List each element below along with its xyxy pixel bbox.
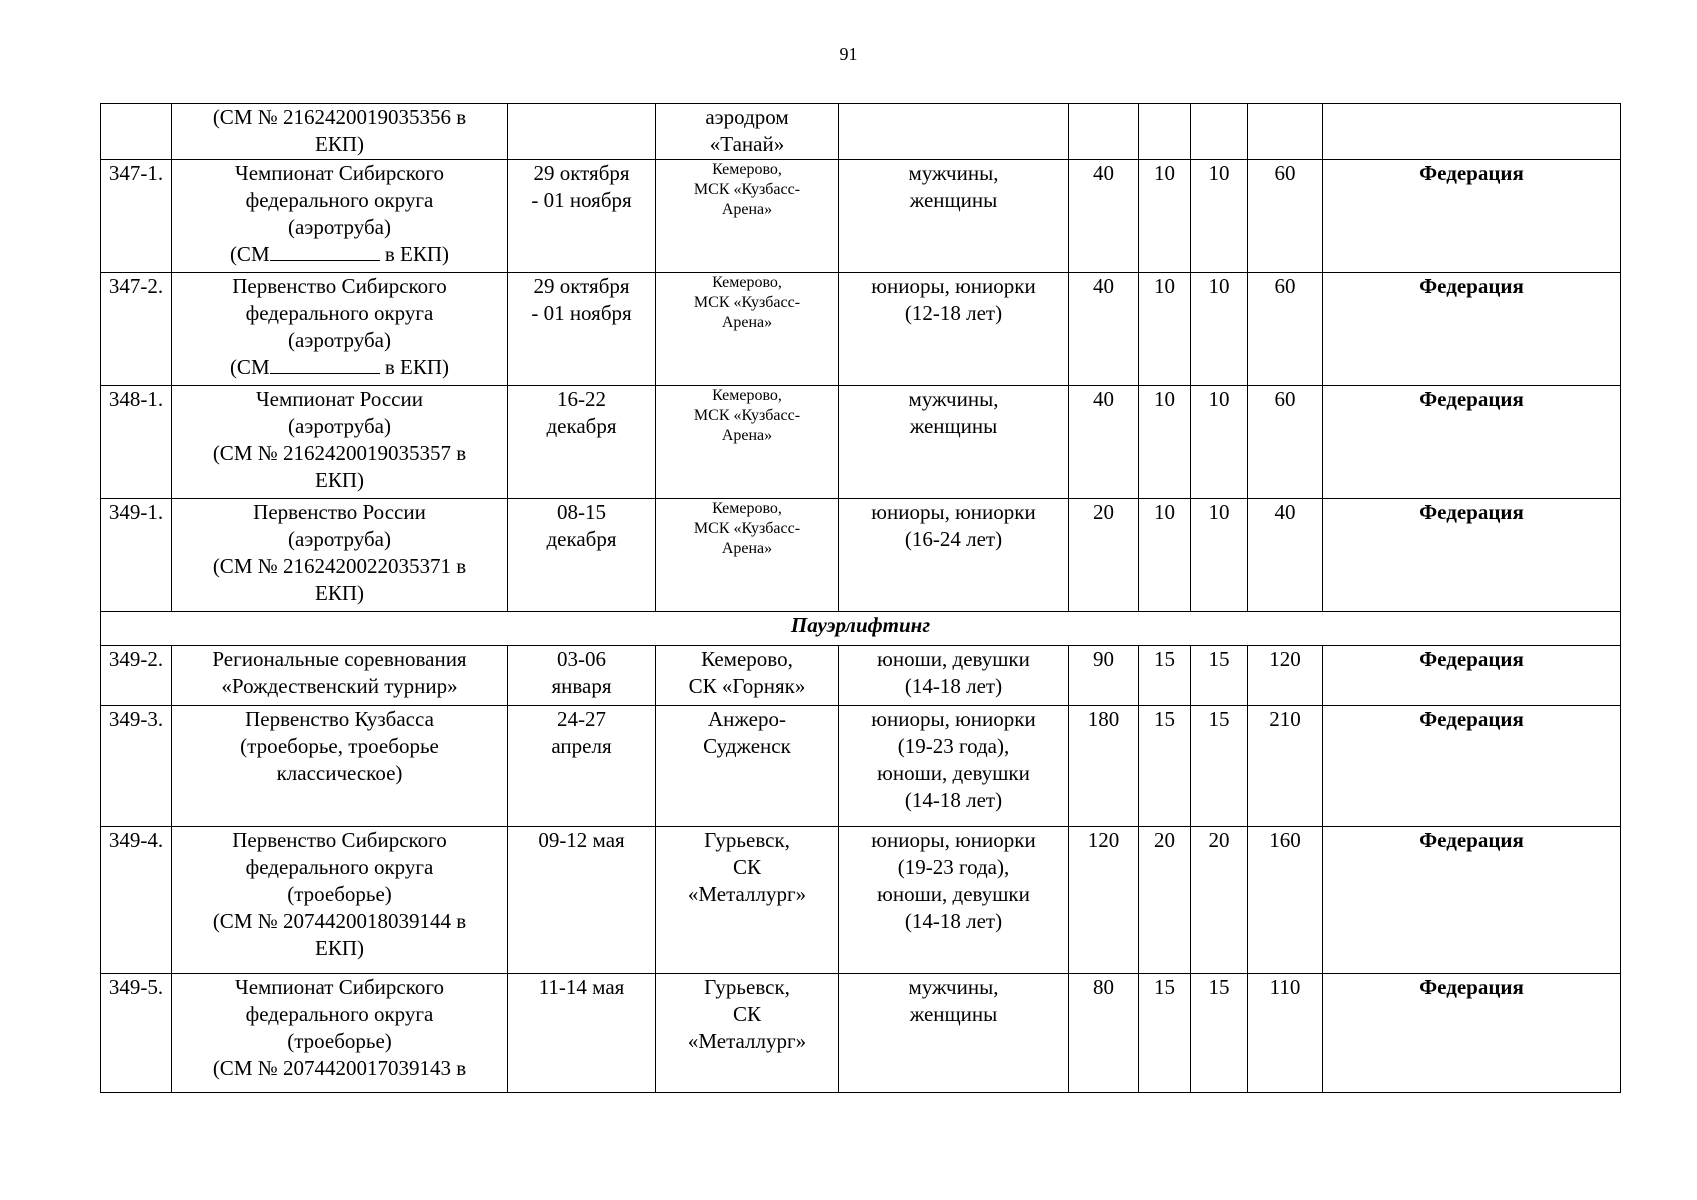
count-col-total: 110 [1248, 974, 1323, 1093]
organizer: Федерация [1323, 386, 1621, 499]
event-name-line: ЕКП) [315, 581, 364, 605]
event-venue-line: Арена» [721, 201, 773, 218]
count-col-1: 40 [1069, 273, 1139, 386]
event-venue-line: «Металлург» [687, 882, 807, 906]
table-row [101, 706, 1621, 827]
event-participants [839, 499, 1069, 612]
table-row [101, 646, 1621, 706]
table-row [101, 160, 1621, 273]
table-row [101, 273, 1621, 386]
event-participants [839, 706, 1069, 827]
event-venue [656, 646, 839, 706]
count-col-3: 10 [1191, 386, 1248, 499]
event-dates [508, 974, 656, 1093]
event-name [172, 104, 508, 160]
event-name-line: (СМ № 2074420017039143 в [212, 1056, 467, 1080]
event-name-line: Первенство Сибирского [232, 274, 447, 298]
organizer: Федерация [1323, 273, 1621, 386]
organizer: Федерация [1323, 974, 1621, 1093]
count-col-total: 40 [1248, 499, 1323, 612]
event-number: 347-1. [101, 160, 172, 273]
event-participants [839, 104, 1069, 160]
count-col-3: 15 [1191, 646, 1248, 706]
event-venue [656, 974, 839, 1093]
event-venue-line: Кемерово, [712, 161, 782, 178]
event-dates [508, 386, 656, 499]
event-participants-line: женщины [909, 188, 998, 212]
events-group-a [101, 104, 1621, 612]
event-name-line: «Рождественский турнир» [221, 674, 458, 698]
event-participants [839, 827, 1069, 974]
count-col-3: 10 [1191, 160, 1248, 273]
event-participants-line: юниоры, юниорки [871, 707, 1036, 731]
event-name-line: Первенство России [253, 500, 426, 524]
events-group-b [101, 646, 1621, 1093]
section-title: Пауэрлифтинг [101, 612, 1621, 646]
count-col-2: 15 [1139, 974, 1191, 1093]
event-participants-line: юноши, девушки [877, 647, 1030, 671]
cm-suffix: в ЕКП) [384, 355, 450, 379]
count-col-1 [1069, 104, 1139, 160]
section-row [101, 612, 1621, 646]
event-name-line: ЕКП) [315, 468, 364, 492]
count-col-2: 15 [1139, 706, 1191, 827]
organizer: Федерация [1323, 160, 1621, 273]
event-name-line: (СМ № 2074420018039144 в [212, 909, 467, 933]
event-venue [656, 160, 839, 273]
cm-prefix: (СМ [229, 355, 270, 379]
count-col-2 [1139, 104, 1191, 160]
count-col-2: 10 [1139, 499, 1191, 612]
event-name-blank-line [175, 241, 504, 268]
event-participants-line: юниоры, юниорки [871, 828, 1036, 852]
count-col-2: 10 [1139, 160, 1191, 273]
count-col-total: 120 [1248, 646, 1323, 706]
table-row [101, 827, 1621, 974]
event-participants-line: (14-18 лет) [904, 788, 1003, 812]
event-name [172, 499, 508, 612]
event-name-line: (аэротруба) [288, 414, 391, 438]
count-col-2: 10 [1139, 386, 1191, 499]
event-name [172, 974, 508, 1093]
event-number: 349-2. [101, 646, 172, 706]
count-col-3 [1191, 104, 1248, 160]
event-name-line: (СМ № 2162420019035356 в [212, 105, 467, 129]
event-number: 349-5. [101, 974, 172, 1093]
event-venue-line: «Металлург» [687, 1029, 807, 1053]
event-dates-line: января [551, 674, 612, 698]
event-dates [508, 104, 656, 160]
event-participants-line: мужчины, [908, 387, 999, 411]
event-venue-line: «Танай» [709, 132, 785, 156]
event-venue [656, 386, 839, 499]
count-col-2: 15 [1139, 646, 1191, 706]
event-dates-line: 08-15 [557, 500, 606, 524]
event-participants-line: (19-23 года), [897, 855, 1010, 879]
events-table [100, 103, 1621, 1093]
event-name [172, 273, 508, 386]
event-name [172, 827, 508, 974]
count-col-1: 180 [1069, 706, 1139, 827]
event-participants-line: юниоры, юниорки [871, 500, 1036, 524]
event-venue-line: СК «Горняк» [688, 674, 806, 698]
event-venue-line: Арена» [721, 427, 773, 444]
event-name-line: (аэротруба) [288, 215, 391, 239]
event-name [172, 646, 508, 706]
event-dates-line: 03-06 [557, 647, 606, 671]
event-participants [839, 160, 1069, 273]
event-name-line: ЕКП) [315, 936, 364, 960]
count-col-1: 20 [1069, 499, 1139, 612]
event-name-line: ЕКП) [315, 132, 364, 156]
count-col-3: 10 [1191, 273, 1248, 386]
event-dates [508, 160, 656, 273]
count-col-3: 20 [1191, 827, 1248, 974]
count-col-2: 10 [1139, 273, 1191, 386]
event-name-line: (СМ № 2162420019035357 в [212, 441, 467, 465]
event-venue-line: МСК «Кузбасс- [693, 520, 801, 537]
event-participants [839, 974, 1069, 1093]
event-number: 349-1. [101, 499, 172, 612]
event-venue [656, 499, 839, 612]
table-row [101, 499, 1621, 612]
count-col-3: 10 [1191, 499, 1248, 612]
event-venue-line: МСК «Кузбасс- [693, 294, 801, 311]
count-col-total: 210 [1248, 706, 1323, 827]
event-name-line: федерального округа [245, 1002, 434, 1026]
event-dates [508, 646, 656, 706]
event-dates-line: апреля [551, 734, 612, 758]
event-venue [656, 827, 839, 974]
count-col-total: 60 [1248, 160, 1323, 273]
event-venue-line: МСК «Кузбасс- [693, 407, 801, 424]
event-name-blank-line [175, 354, 504, 381]
event-number: 349-3. [101, 706, 172, 827]
count-col-1: 80 [1069, 974, 1139, 1093]
count-col-total: 160 [1248, 827, 1323, 974]
event-participants-line: (14-18 лет) [904, 909, 1003, 933]
event-number [101, 104, 172, 160]
event-venue-line: аэродром [705, 105, 789, 129]
event-participants-line: юноши, девушки [877, 761, 1030, 785]
event-venue-line: Гурьевск, [704, 975, 790, 999]
event-venue-line: МСК «Кузбасс- [693, 181, 801, 198]
event-venue-line: Судженск [703, 734, 791, 758]
event-number: 348-1. [101, 386, 172, 499]
event-venue-line: СК [732, 855, 761, 879]
event-participants-line: юниоры, юниорки [871, 274, 1036, 298]
event-dates [508, 706, 656, 827]
count-col-1: 40 [1069, 386, 1139, 499]
event-name [172, 706, 508, 827]
table-row [101, 974, 1621, 1093]
event-name-line: Первенство Кузбасса [245, 707, 434, 731]
count-col-total [1248, 104, 1323, 160]
event-dates-line: 24-27 [557, 707, 606, 731]
event-name-line: Чемпионат Сибирского [235, 975, 444, 999]
event-name-line: Чемпионат Сибирского [235, 161, 444, 185]
event-name-line: федерального округа [245, 855, 434, 879]
event-venue-line: Анжеро- [708, 707, 786, 731]
count-col-3: 15 [1191, 706, 1248, 827]
cm-prefix: (СМ [229, 242, 270, 266]
event-venue [656, 104, 839, 160]
count-col-3: 15 [1191, 974, 1248, 1093]
event-venue-line: Арена» [721, 314, 773, 331]
event-participants-line: (16-24 лет) [904, 527, 1003, 551]
event-name-line: (троеборье) [287, 882, 392, 906]
organizer: Федерация [1323, 646, 1621, 706]
event-name-line: (троеборье) [287, 1029, 392, 1053]
event-participants [839, 646, 1069, 706]
event-participants [839, 273, 1069, 386]
event-dates [508, 499, 656, 612]
event-name [172, 386, 508, 499]
count-col-1: 120 [1069, 827, 1139, 974]
organizer: Федерация [1323, 706, 1621, 827]
event-participants-line: (19-23 года), [897, 734, 1010, 758]
blank-field [270, 241, 380, 261]
event-venue-line: Кемерово, [712, 387, 782, 404]
event-venue-line: СК [732, 1002, 761, 1026]
event-dates [508, 827, 656, 974]
event-venue [656, 706, 839, 827]
event-name-line: Первенство Сибирского [232, 828, 447, 852]
event-name-line: классическое) [276, 761, 403, 785]
count-col-total: 60 [1248, 386, 1323, 499]
cm-suffix: в ЕКП) [384, 242, 450, 266]
event-dates-line: 16-22 [557, 387, 606, 411]
event-number: 347-2. [101, 273, 172, 386]
event-dates-line: 09-12 мая [538, 828, 625, 852]
event-name [172, 160, 508, 273]
event-dates-line: 29 октября [533, 274, 630, 298]
count-col-2: 20 [1139, 827, 1191, 974]
organizer [1323, 104, 1621, 160]
page-number: 91 [839, 44, 858, 64]
organizer: Федерация [1323, 499, 1621, 612]
event-participants-line: юноши, девушки [877, 882, 1030, 906]
event-dates-line: 29 октября [533, 161, 630, 185]
event-venue-line: Арена» [721, 540, 773, 557]
event-name-line: федерального округа [245, 301, 434, 325]
event-participants-line: (14-18 лет) [904, 674, 1003, 698]
event-name-line: Региональные соревнования [212, 647, 467, 671]
event-dates-line: - 01 ноября [531, 188, 632, 212]
event-dates-line: декабря [546, 414, 617, 438]
event-dates-line: декабря [546, 527, 617, 551]
event-participants-line: женщины [909, 1002, 998, 1026]
event-participants-line: (12-18 лет) [904, 301, 1003, 325]
event-number: 349-4. [101, 827, 172, 974]
event-dates-line: 11-14 мая [538, 975, 625, 999]
count-col-1: 90 [1069, 646, 1139, 706]
count-col-1: 40 [1069, 160, 1139, 273]
event-venue-line: Кемерово, [701, 647, 793, 671]
event-name-line: (СМ № 2162420022035371 в [212, 554, 467, 578]
event-name-line: (аэротруба) [288, 328, 391, 352]
count-col-total: 60 [1248, 273, 1323, 386]
event-venue-line: Гурьевск, [704, 828, 790, 852]
blank-field [270, 354, 380, 374]
event-venue-line: Кемерово, [712, 274, 782, 291]
event-name-line: федерального округа [245, 188, 434, 212]
event-participants-line: мужчины, [908, 975, 999, 999]
event-dates-line: - 01 ноября [531, 301, 632, 325]
table-row [101, 104, 1621, 160]
event-name-line: (аэротруба) [288, 527, 391, 551]
event-venue [656, 273, 839, 386]
organizer: Федерация [1323, 827, 1621, 974]
event-participants-line: женщины [909, 414, 998, 438]
event-participants-line: мужчины, [908, 161, 999, 185]
event-dates [508, 273, 656, 386]
table-row [101, 386, 1621, 499]
event-name-line: Чемпионат России [256, 387, 423, 411]
event-venue-line: Кемерово, [712, 500, 782, 517]
event-name-line: (троеборье, троеборье [240, 734, 439, 758]
event-participants [839, 386, 1069, 499]
